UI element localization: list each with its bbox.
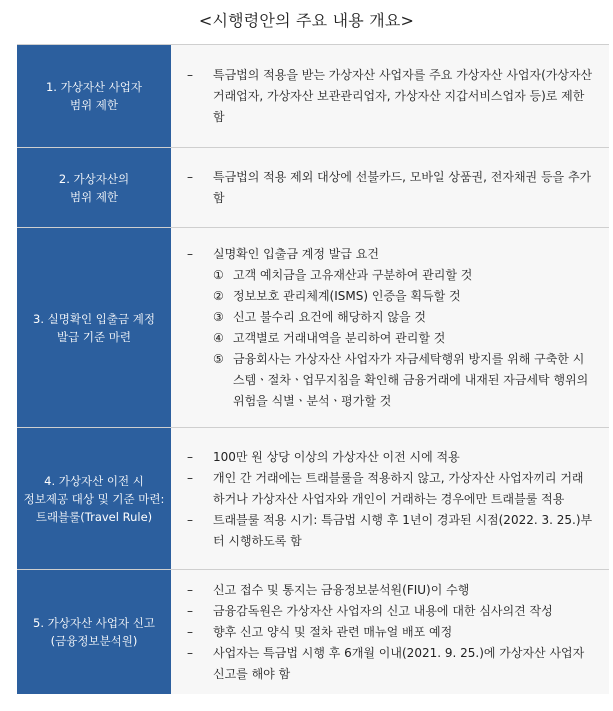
table-row [17,45,609,147]
item-text: 실명확인 입출금 계정 발급 요건 [213,247,379,261]
row-content [171,570,609,694]
dash-bullet: – [187,603,193,618]
item-text: 정보보호 관리체계(ISMS) 인증을 획득할 것 [233,289,461,303]
list-item [187,244,595,265]
numbered-item [187,328,595,349]
list-item [187,643,595,685]
list-item [187,468,595,510]
table-row [17,427,609,570]
item-text: 100만 원 상당 이상의 가상자산 이전 시에 적용 [213,449,460,464]
item-text: 금융감독원은 가상자산 사업자의 신고 내용에 대한 심사의견 작성 [213,603,553,618]
item-number: ② [213,289,224,303]
item-text: 고객별로 거래내역을 분리하여 관리할 것 [233,331,446,345]
row-label: 5. 가상자산 사업자 신고 (금융정보분석원) [17,570,171,694]
dash-bullet: – [187,512,193,527]
dash-bullet: – [187,449,193,464]
list-item [187,622,595,643]
row-label: 2. 가상자산의 범위 제한 [17,148,171,228]
item-text: 신고 접수 및 통지는 금융정보분석원(FIU)이 수행 [213,582,470,597]
item-text: 특금법의 적용을 받는 가상자산 사업자를 주요 가상자산 사업자(가상자산 거래업자, 가상자산 보관관리업자, 가상자산 지갑서비스업자 등)로 제한함 [213,67,593,124]
dash-bullet: – [187,582,193,597]
list-item [187,167,595,209]
dash-bullet: – [187,624,193,639]
numbered-item [187,349,595,412]
list-item [187,510,595,552]
item-number: ① [213,268,224,282]
dash-bullet: – [187,67,193,82]
document-title: <시행령안의 주요 내용 개요> [198,11,415,30]
item-text: 향후 신고 양식 및 절차 관련 매뉴얼 배포 예정 [213,624,453,639]
item-number: ⑤ [213,352,224,366]
item-text: 금융회사는 가상자산 사업자가 자금세탁행위 방지를 위해 구축한 시스템ㆍ절차ㆍ업무지침을 확인해 금융거래에 내재된 자금세탁 행위의 위험을 식별ㆍ분석ㆍ평가할 것 [233,352,589,408]
item-text: 특금법의 적용 제외 대상에 선불카드, 모바일 상품권, 전자채권 등을 추가함 [213,170,592,205]
list-item [187,65,595,128]
item-text: 신고 불수리 요건에 해당하지 않을 것 [233,310,426,324]
item-number: ④ [213,331,224,345]
summary-table [17,44,609,694]
table-row [17,227,609,428]
list-item [187,601,595,622]
item-text: 트래블룰 적용 시기: 특금법 시행 후 1년이 경과된 시점(2022. 3. 25.)부터 시행하도록 함 [213,512,593,548]
row-content [171,45,609,147]
table-row [17,569,609,694]
list-item [187,580,595,601]
item-number: ③ [213,310,224,324]
dash-bullet: – [187,247,193,261]
table-row [17,147,609,228]
row-content [171,428,609,570]
numbered-item [187,286,595,307]
row-content [171,148,609,228]
list-item [187,447,595,468]
row-content [171,228,609,428]
dash-bullet: – [187,645,193,660]
dash-bullet: – [187,470,193,485]
row-label: 4. 가상자산 이전 시 정보제공 대상 및 기준 마련: 트래블룰(Travel Rule) [17,428,171,570]
numbered-item [187,265,595,286]
numbered-item [187,307,595,328]
item-text: 고객 예치금을 고유재산과 구분하여 관리할 것 [233,268,473,282]
item-text: 사업자는 특금법 시행 후 6개월 이내(2021. 9. 25.)에 가상자산 사업자 신고를 해야 함 [213,645,585,681]
dash-bullet: – [187,170,193,184]
item-text: 개인 간 거래에는 트래블룰을 적용하지 않고, 가상자산 사업자끼리 거래하거나 가상자산 사업자와 개인이 거래하는 경우에만 트래블룰 적용 [213,470,584,506]
row-label: 1. 가상자산 사업자 범위 제한 [17,45,171,147]
row-label: 3. 실명확인 입출금 계정 발급 기준 마련 [17,228,171,428]
